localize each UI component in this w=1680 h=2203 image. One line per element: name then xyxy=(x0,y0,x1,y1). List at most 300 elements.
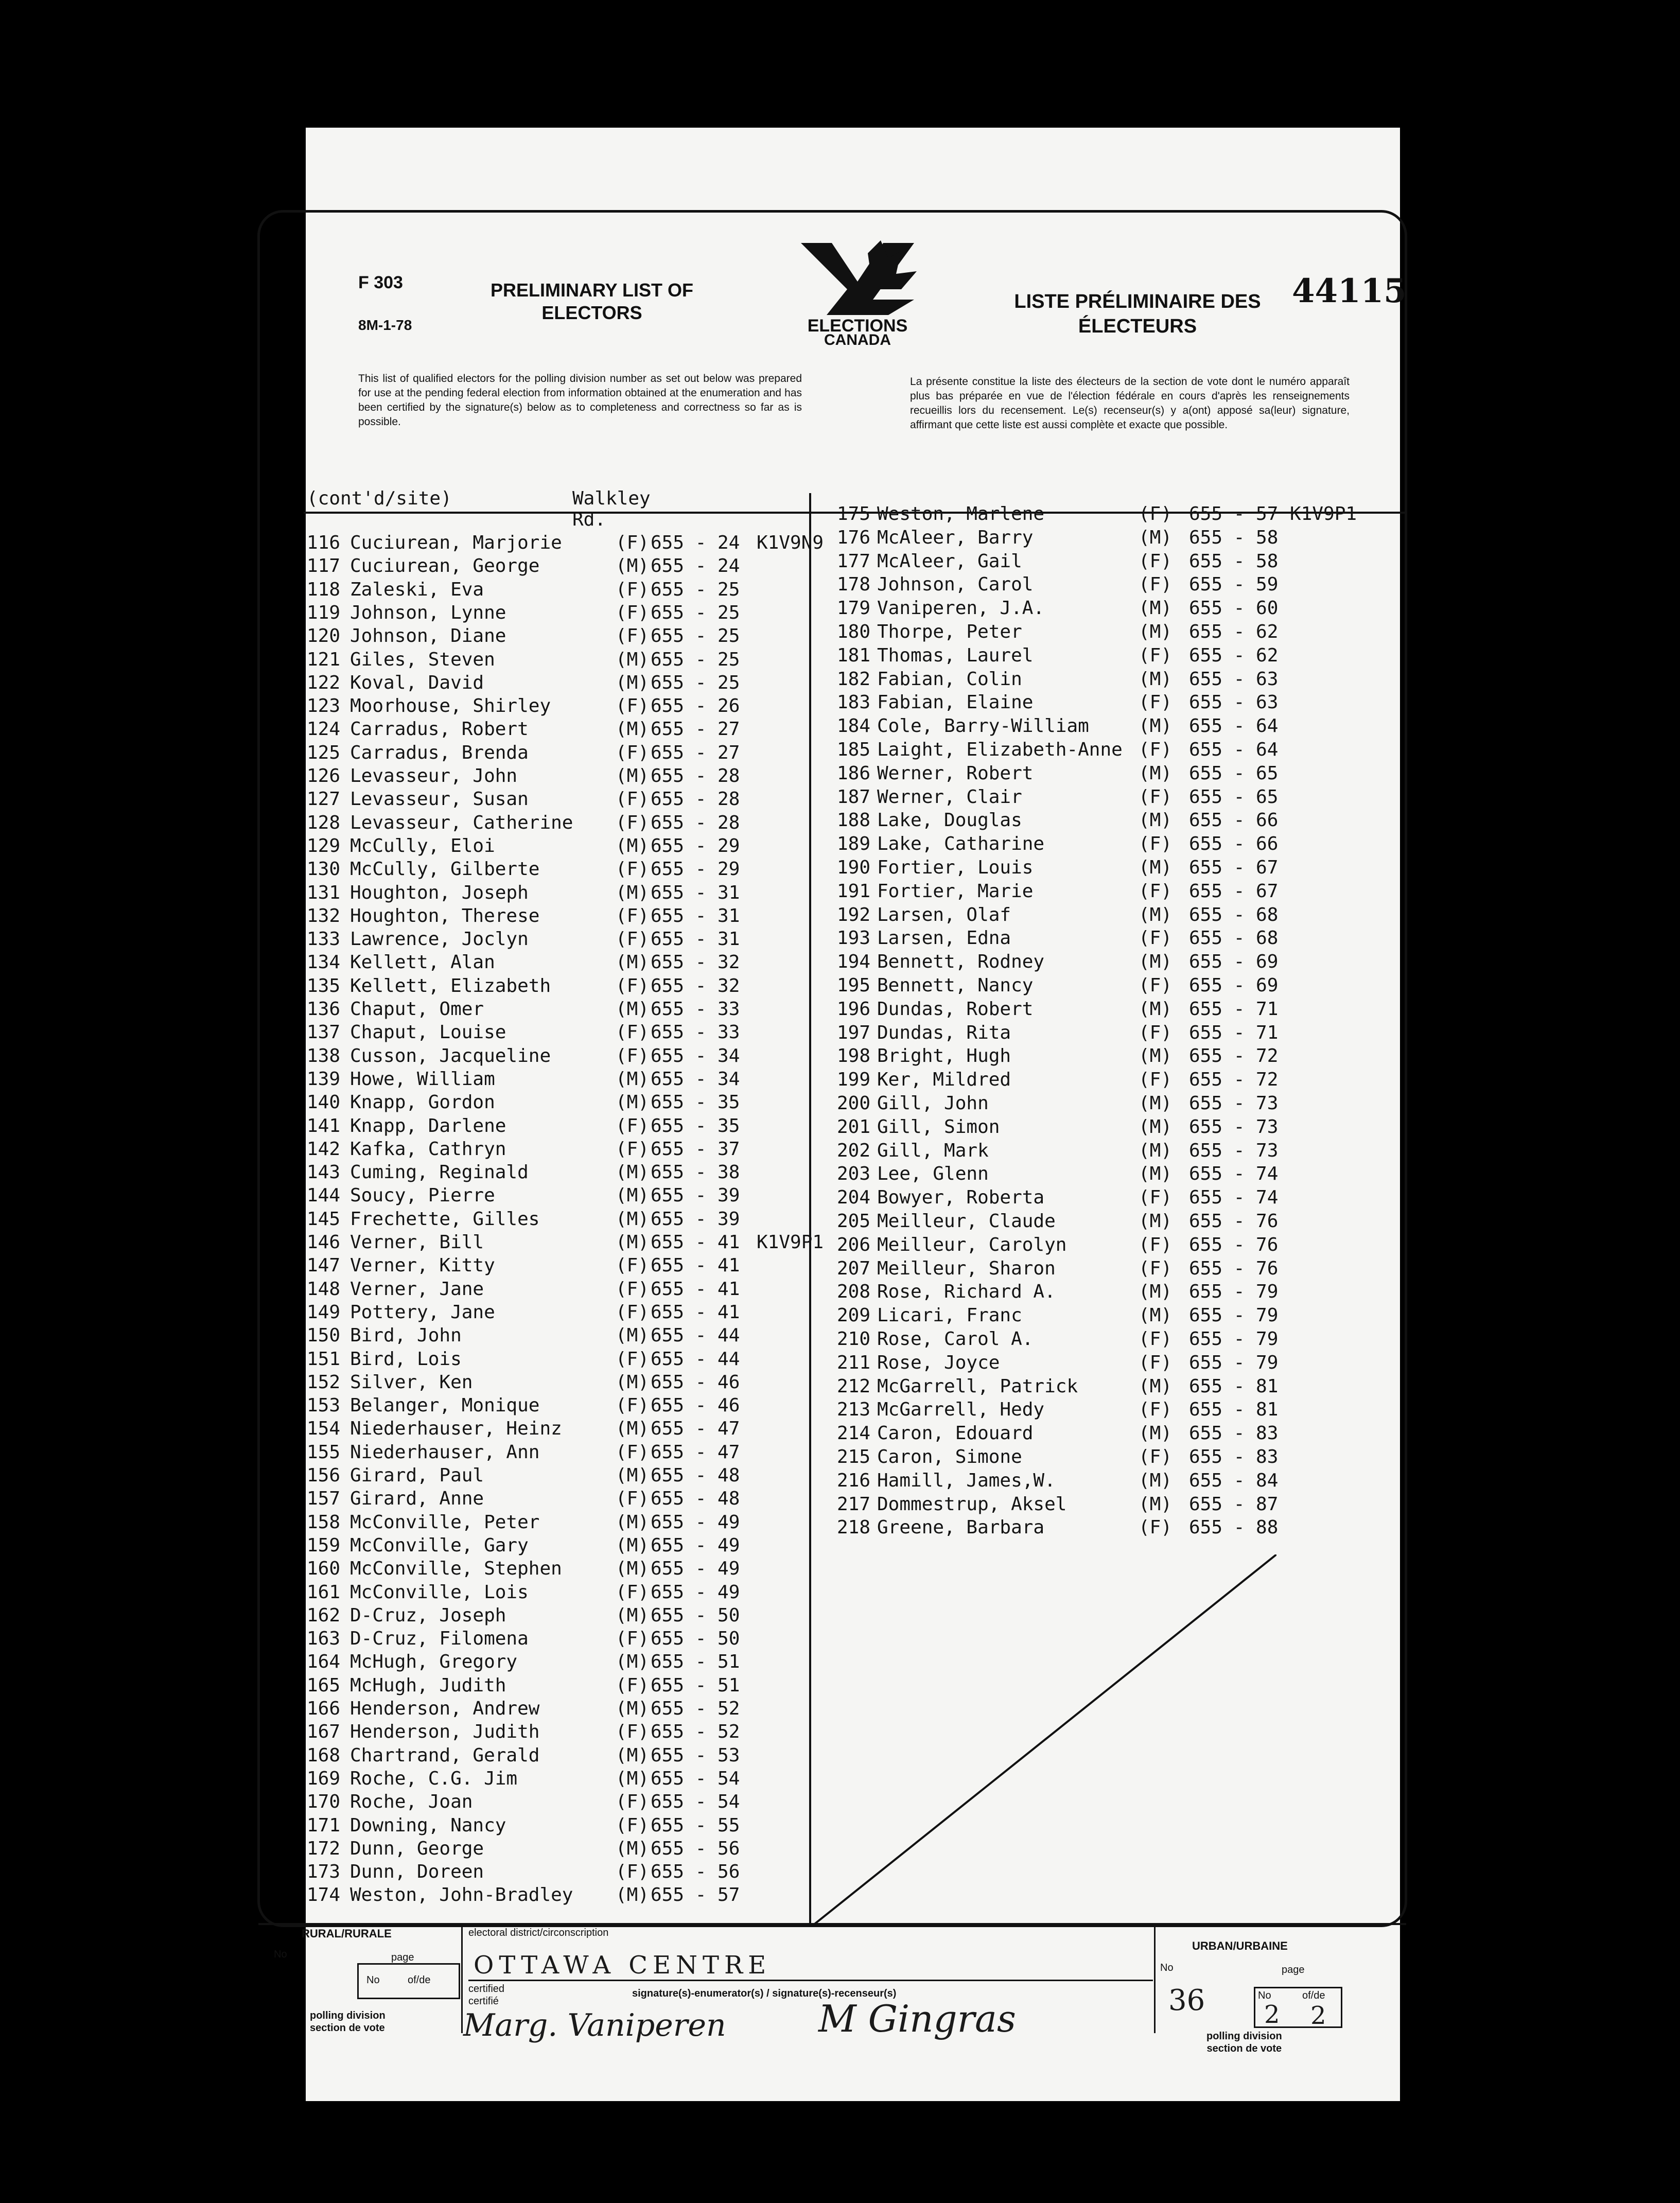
elector-sex: (F) xyxy=(1139,574,1172,596)
elector-sex: (M) xyxy=(616,1838,650,1859)
elector-number: 184 xyxy=(837,715,871,737)
urban-no-label: No xyxy=(1160,1962,1174,1973)
elector-residence-number: 655 - 54 xyxy=(651,1791,740,1813)
elector-number: 214 xyxy=(837,1423,871,1444)
elector-name: McAleer, Gail xyxy=(877,550,1022,572)
elector-sex: (M) xyxy=(1139,1493,1172,1515)
elector-number: 133 xyxy=(307,929,341,950)
elector-name: Howe, William xyxy=(350,1068,495,1090)
elector-name: Fortier, Louis xyxy=(877,857,1034,878)
elector-name: Lawrence, Joclyn xyxy=(350,929,529,950)
elector-number: 149 xyxy=(307,1301,341,1323)
elector-residence-number: 655 - 24 xyxy=(651,555,740,577)
rural-no-label: No xyxy=(274,1949,287,1960)
elector-residence-number: 655 - 81 xyxy=(1189,1399,1279,1421)
elector-residence-number: 655 - 62 xyxy=(1189,621,1279,642)
urban-no-label-2: No xyxy=(1258,1990,1271,2001)
elector-sex: (F) xyxy=(616,1395,650,1417)
elector-name: Caron, Simone xyxy=(877,1446,1022,1467)
elector-number: 212 xyxy=(837,1375,871,1397)
elector-residence-number: 655 - 68 xyxy=(1189,904,1279,925)
rural-page-label: page xyxy=(391,1952,414,1963)
elector-sex: (F) xyxy=(1139,1069,1172,1091)
elector-name: Werner, Robert xyxy=(877,762,1034,784)
elector-residence-number: 655 - 71 xyxy=(1189,1022,1279,1043)
elector-sex: (M) xyxy=(1139,1163,1172,1185)
elector-number: 156 xyxy=(307,1465,341,1486)
elector-sex: (F) xyxy=(1139,1257,1172,1279)
elector-residence-number: 655 - 39 xyxy=(651,1208,740,1230)
elector-name: Roche, C.G. Jim xyxy=(350,1768,518,1789)
elector-sex: (F) xyxy=(1139,1234,1172,1255)
elector-number: 189 xyxy=(837,833,871,855)
elector-name: Licari, Franc xyxy=(877,1305,1022,1326)
elector-sex: (F) xyxy=(616,1115,650,1137)
elector-sex: (M) xyxy=(1139,1281,1172,1303)
elector-name: Levasseur, Catherine xyxy=(350,812,573,833)
elector-sex: (F) xyxy=(616,625,650,647)
rural-no-label-2: No xyxy=(366,1974,380,1986)
elector-name: Meilleur, Carolyn xyxy=(877,1234,1067,1255)
elector-sex: (M) xyxy=(616,1325,650,1347)
elector-sex: (M) xyxy=(616,719,650,740)
elector-name: Cuciurean, Marjorie xyxy=(350,532,562,553)
elector-name: Johnson, Carol xyxy=(877,574,1034,596)
urban-polling-label xyxy=(1206,2030,1282,2055)
elector-name: D-Cruz, Filomena xyxy=(350,1628,529,1650)
elector-residence-number: 655 - 35 xyxy=(651,1092,740,1113)
elector-residence-number: 655 - 34 xyxy=(651,1045,740,1066)
elector-name: Houghton, Joseph xyxy=(350,882,529,903)
elector-number: 152 xyxy=(307,1371,341,1393)
elector-sex: (M) xyxy=(1139,621,1172,642)
elector-number: 169 xyxy=(307,1768,341,1789)
elector-name: Carradus, Brenda xyxy=(350,742,529,763)
elector-number: 171 xyxy=(307,1814,341,1836)
form-number: F 303 xyxy=(358,273,403,292)
elector-name: Johnson, Diane xyxy=(350,625,506,647)
elector-name: Gill, John xyxy=(877,1093,989,1114)
elector-name: Laight, Elizabeth-Anne xyxy=(877,739,1123,760)
elector-sex: (F) xyxy=(616,975,650,996)
elector-name: Weston, Marlene xyxy=(877,503,1045,524)
elector-sex: (F) xyxy=(1139,975,1172,996)
elector-residence-number: 655 - 28 xyxy=(651,789,740,810)
elector-name: Johnson, Lynne xyxy=(350,602,506,623)
elector-sex: (M) xyxy=(616,1162,650,1183)
elector-number: 180 xyxy=(837,621,871,642)
elector-number: 210 xyxy=(837,1328,871,1350)
elector-number: 203 xyxy=(837,1163,871,1185)
elector-number: 136 xyxy=(307,999,341,1020)
elector-sex: (F) xyxy=(616,905,650,926)
elector-number: 124 xyxy=(307,719,341,740)
elector-sex: (M) xyxy=(616,765,650,786)
elector-name: McHugh, Judith xyxy=(350,1674,506,1696)
page-total: 2 xyxy=(1310,2001,1326,2030)
elector-number: 150 xyxy=(307,1325,341,1347)
elector-residence-number: 655 - 64 xyxy=(1189,739,1279,760)
elector-number: 192 xyxy=(837,904,871,925)
elector-sex: (F) xyxy=(1139,1187,1172,1209)
elector-sex: (M) xyxy=(1139,951,1172,973)
elector-sex: (F) xyxy=(616,812,650,833)
elector-name: Henderson, Andrew xyxy=(350,1698,540,1719)
elector-sex: (F) xyxy=(1139,1517,1172,1538)
elector-residence-number: 655 - 58 xyxy=(1189,550,1279,572)
elector-residence-number: 655 - 28 xyxy=(651,765,740,786)
elector-name: Vaniperen, J.A. xyxy=(877,598,1045,619)
elector-name: Fortier, Marie xyxy=(877,880,1034,902)
elector-number: 202 xyxy=(837,1140,871,1161)
elector-residence-number: 655 - 68 xyxy=(1189,928,1279,949)
elector-number: 198 xyxy=(837,1045,871,1067)
title-french: LISTE PRÉLIMINAIRE DES ÉLECTEURS xyxy=(1014,291,1261,337)
postal-code: K1V9P1 xyxy=(757,1232,824,1253)
elector-sex: (F) xyxy=(1139,1399,1172,1421)
elector-sex: (M) xyxy=(1139,527,1172,548)
elector-name: McConville, Stephen xyxy=(350,1558,562,1580)
elector-residence-number: 655 - 26 xyxy=(651,695,740,717)
elector-name: McAleer, Barry xyxy=(877,527,1034,548)
elector-number: 174 xyxy=(307,1884,341,1906)
elector-number: 201 xyxy=(837,1116,871,1138)
logo-text-canada: CANADA xyxy=(824,331,891,346)
elector-name: Werner, Clair xyxy=(877,786,1022,808)
elector-sex: (M) xyxy=(616,672,650,693)
urban-page-label: page xyxy=(1282,1964,1305,1975)
elector-sex: (F) xyxy=(616,1861,650,1883)
elector-name: McCully, Gilberte xyxy=(350,859,540,880)
elector-name: Frechette, Gilles xyxy=(350,1208,540,1230)
elector-sex: (F) xyxy=(616,1628,650,1650)
elector-number: 160 xyxy=(307,1558,341,1580)
elector-sex: (F) xyxy=(1139,928,1172,949)
elector-number: 137 xyxy=(307,1022,341,1043)
elector-sex: (F) xyxy=(1139,1328,1172,1350)
elector-sex: (M) xyxy=(1139,1045,1172,1067)
elector-sex: (F) xyxy=(616,695,650,717)
elector-sex: (M) xyxy=(1139,1305,1172,1326)
elector-number: 191 xyxy=(837,880,871,902)
elector-number: 187 xyxy=(837,786,871,808)
elector-name: Thorpe, Peter xyxy=(877,621,1022,642)
elector-name: Dommestrup, Aksel xyxy=(877,1493,1067,1515)
urban-label: URBAN/URBAINE xyxy=(1192,1939,1288,1952)
elector-residence-number: 655 - 79 xyxy=(1189,1305,1279,1326)
elector-number: 186 xyxy=(837,762,871,784)
district-underline xyxy=(468,1980,1153,1981)
elector-sex: (F) xyxy=(616,1814,650,1836)
void-slash-line xyxy=(813,1554,1276,1925)
logo-text-elections: ELECTIONS xyxy=(807,316,908,336)
elector-sex: (F) xyxy=(1139,644,1172,666)
elector-sex: (F) xyxy=(616,602,650,623)
elector-number: 159 xyxy=(307,1534,341,1556)
elector-residence-number: 655 - 62 xyxy=(1189,644,1279,666)
elector-name: Greene, Barbara xyxy=(877,1517,1045,1538)
elector-name: Rose, Carol A. xyxy=(877,1328,1034,1350)
elector-residence-number: 655 - 83 xyxy=(1189,1423,1279,1444)
elector-sex: (M) xyxy=(616,1604,650,1626)
elector-residence-number: 655 - 84 xyxy=(1189,1470,1279,1491)
elector-residence-number: 655 - 65 xyxy=(1189,762,1279,784)
elector-number: 183 xyxy=(837,692,871,713)
elector-residence-number: 655 - 57 xyxy=(1189,503,1279,524)
elector-residence-number: 655 - 24 xyxy=(651,532,740,553)
elector-sex: (M) xyxy=(616,1744,650,1766)
elector-name: Gill, Simon xyxy=(877,1116,1000,1138)
elector-number: 173 xyxy=(307,1861,341,1883)
polling-division-number: 36 xyxy=(1168,1984,1205,2017)
elector-number: 194 xyxy=(837,951,871,973)
elector-number: 127 xyxy=(307,789,341,810)
elector-name: Dundas, Robert xyxy=(877,998,1034,1020)
elector-name: Chaput, Louise xyxy=(350,1022,506,1043)
elector-number: 123 xyxy=(307,695,341,717)
elector-residence-number: 655 - 60 xyxy=(1189,598,1279,619)
elector-residence-number: 655 - 79 xyxy=(1189,1281,1279,1303)
elector-sex: (F) xyxy=(616,1674,650,1696)
elector-residence-number: 655 - 63 xyxy=(1189,668,1279,690)
elector-number: 132 xyxy=(307,905,341,926)
elector-name: Zaleski, Eva xyxy=(350,579,484,600)
elector-name: Bennett, Nancy xyxy=(877,975,1034,996)
elector-number: 118 xyxy=(307,579,341,600)
elector-number: 211 xyxy=(837,1352,871,1373)
elector-number: 163 xyxy=(307,1628,341,1650)
certified-label-en: certified xyxy=(468,1983,505,1995)
elector-residence-number: 655 - 41 xyxy=(651,1255,740,1277)
elector-residence-number: 655 - 58 xyxy=(1189,527,1279,548)
elector-name: Moorhouse, Shirley xyxy=(350,695,551,717)
elector-sex: (F) xyxy=(616,1791,650,1813)
elector-sex: (M) xyxy=(616,1651,650,1673)
elector-residence-number: 655 - 79 xyxy=(1189,1352,1279,1373)
elector-sex: (M) xyxy=(1139,857,1172,878)
elector-number: 164 xyxy=(307,1651,341,1673)
elector-residence-number: 655 - 29 xyxy=(651,859,740,880)
elector-residence-number: 655 - 47 xyxy=(651,1441,740,1463)
elector-name: Rose, Richard A. xyxy=(877,1281,1056,1303)
elector-name: Meilleur, Claude xyxy=(877,1211,1056,1232)
elector-sex: (M) xyxy=(1139,1375,1172,1397)
elector-name: Carradus, Robert xyxy=(350,719,529,740)
elector-name: Downing, Nancy xyxy=(350,1814,506,1836)
elector-number: 179 xyxy=(837,598,871,619)
continued-label: (cont'd/site) xyxy=(307,488,452,509)
elector-number: 176 xyxy=(837,527,871,548)
elector-residence-number: 655 - 27 xyxy=(651,719,740,740)
elector-name: Silver, Ken xyxy=(350,1371,473,1393)
elector-sex: (M) xyxy=(616,1068,650,1090)
elector-name: Hamill, James,W. xyxy=(877,1470,1056,1491)
elector-number: 117 xyxy=(307,555,341,577)
elector-residence-number: 655 - 29 xyxy=(651,835,740,856)
elector-name: Fabian, Elaine xyxy=(877,692,1034,713)
elector-residence-number: 655 - 25 xyxy=(651,602,740,623)
elector-number: 167 xyxy=(307,1721,341,1743)
elections-canada-logo-icon xyxy=(791,238,924,346)
elector-number: 139 xyxy=(307,1068,341,1090)
elector-number: 121 xyxy=(307,649,341,670)
elector-sex: (M) xyxy=(1139,998,1172,1020)
elector-residence-number: 655 - 48 xyxy=(651,1465,740,1486)
elector-residence-number: 655 - 66 xyxy=(1189,833,1279,855)
elector-sex: (M) xyxy=(1139,1423,1172,1444)
elector-sex: (M) xyxy=(1139,1470,1172,1491)
elector-name: Kellett, Alan xyxy=(350,952,495,973)
elector-sex: (M) xyxy=(616,1185,650,1207)
elector-name: Cuming, Reginald xyxy=(350,1162,529,1183)
elector-residence-number: 655 - 67 xyxy=(1189,880,1279,902)
elector-sex: (M) xyxy=(616,649,650,670)
elector-number: 200 xyxy=(837,1093,871,1114)
elector-name: Rose, Joyce xyxy=(877,1352,1000,1373)
elector-sex: (M) xyxy=(616,1232,650,1253)
elector-sex: (M) xyxy=(1139,1116,1172,1138)
elector-sex: (M) xyxy=(616,1092,650,1113)
form-date: 8M-1-78 xyxy=(358,317,412,333)
urban-polling-label-fr: section de vote xyxy=(1206,2043,1282,2054)
elector-residence-number: 655 - 41 xyxy=(651,1301,740,1323)
elector-residence-number: 655 - 46 xyxy=(651,1395,740,1417)
elector-name: Larsen, Olaf xyxy=(877,904,1011,925)
elector-name: Giles, Steven xyxy=(350,649,495,670)
elector-number: 178 xyxy=(837,574,871,596)
elector-residence-number: 655 - 25 xyxy=(651,579,740,600)
elector-sex: (F) xyxy=(1139,786,1172,808)
elector-name: Dunn, George xyxy=(350,1838,484,1859)
elector-residence-number: 655 - 49 xyxy=(651,1511,740,1533)
page-number: 2 xyxy=(1264,2000,1280,2029)
elector-number: 153 xyxy=(307,1395,341,1417)
elector-sex: (M) xyxy=(616,882,650,903)
elector-residence-number: 655 - 76 xyxy=(1189,1234,1279,1255)
elector-sex: (F) xyxy=(616,579,650,600)
elector-residence-number: 655 - 69 xyxy=(1189,975,1279,996)
elector-number: 205 xyxy=(837,1211,871,1232)
elector-sex: (M) xyxy=(616,555,650,577)
elector-name: Meilleur, Sharon xyxy=(877,1257,1056,1279)
elector-residence-number: 655 - 35 xyxy=(651,1115,740,1137)
elector-residence-number: 655 - 76 xyxy=(1189,1257,1279,1279)
postal-code: K1V9P1 xyxy=(1290,503,1357,524)
elector-name: Soucy, Pierre xyxy=(350,1185,495,1207)
elector-sex: (F) xyxy=(1139,1446,1172,1467)
elector-number: 128 xyxy=(307,812,341,833)
elector-residence-number: 655 - 37 xyxy=(651,1138,740,1160)
elector-sex: (M) xyxy=(616,1208,650,1230)
elector-name: McConville, Peter xyxy=(350,1511,540,1533)
elector-residence-number: 655 - 50 xyxy=(651,1628,740,1650)
rural-polling-label-fr: section de vote xyxy=(310,2022,385,2034)
elector-residence-number: 655 - 74 xyxy=(1189,1187,1279,1209)
elector-sex: (M) xyxy=(616,1884,650,1906)
elector-number: 165 xyxy=(307,1674,341,1696)
elector-sex: (M) xyxy=(616,1768,650,1789)
elector-name: McConville, Gary xyxy=(350,1534,529,1556)
elector-name: Bird, Lois xyxy=(350,1348,462,1370)
elector-residence-number: 655 - 56 xyxy=(651,1838,740,1859)
elector-residence-number: 655 - 57 xyxy=(651,1884,740,1906)
elector-sex: (F) xyxy=(1139,1352,1172,1373)
elector-name: Kafka, Cathryn xyxy=(350,1138,506,1160)
elector-number: 147 xyxy=(307,1255,341,1277)
elector-name: Cuciurean, George xyxy=(350,555,540,577)
elector-number: 166 xyxy=(307,1698,341,1719)
elector-name: Levasseur, John xyxy=(350,765,518,786)
elector-sex: (F) xyxy=(1139,503,1172,524)
elector-number: 195 xyxy=(837,975,871,996)
elector-residence-number: 655 - 87 xyxy=(1189,1493,1279,1515)
title-english: PRELIMINARY LIST OF ELECTORS xyxy=(490,279,693,323)
elector-name: Verner, Bill xyxy=(350,1232,484,1253)
elector-residence-number: 655 - 27 xyxy=(651,742,740,763)
elector-name: McGarrell, Patrick xyxy=(877,1375,1078,1397)
elector-sex: (M) xyxy=(616,1371,650,1393)
elector-residence-number: 655 - 28 xyxy=(651,812,740,833)
elector-residence-number: 655 - 41 xyxy=(651,1278,740,1300)
elector-number: 185 xyxy=(837,739,871,760)
elector-residence-number: 655 - 69 xyxy=(1189,951,1279,973)
elector-number: 175 xyxy=(837,503,871,524)
elector-name: Dundas, Rita xyxy=(877,1022,1011,1043)
urban-polling-label-en: polling division xyxy=(1206,2031,1282,2042)
elector-number: 181 xyxy=(837,644,871,666)
elector-number: 148 xyxy=(307,1278,341,1300)
elector-number: 193 xyxy=(837,928,871,949)
elector-sex: (M) xyxy=(1139,715,1172,737)
elector-sex: (F) xyxy=(616,789,650,810)
elector-sex: (M) xyxy=(1139,762,1172,784)
elector-sex: (F) xyxy=(1139,692,1172,713)
elector-sex: (M) xyxy=(616,1534,650,1556)
elector-number: 190 xyxy=(837,857,871,878)
elector-number: 168 xyxy=(307,1744,341,1766)
elector-residence-number: 655 - 25 xyxy=(651,649,740,670)
elector-number: 145 xyxy=(307,1208,341,1230)
elector-sex: (F) xyxy=(1139,550,1172,572)
elector-name: Lake, Catharine xyxy=(877,833,1045,855)
elector-sex: (M) xyxy=(1139,810,1172,831)
elector-number: 172 xyxy=(307,1838,341,1859)
elector-name: Dunn, Doreen xyxy=(350,1861,484,1883)
elector-name: Cole, Barry-William xyxy=(877,715,1089,737)
elector-residence-number: 655 - 31 xyxy=(651,882,740,903)
elector-residence-number: 655 - 73 xyxy=(1189,1093,1279,1114)
elector-residence-number: 655 - 49 xyxy=(651,1558,740,1580)
elector-residence-number: 655 - 73 xyxy=(1189,1116,1279,1138)
elector-name: Knapp, Darlene xyxy=(350,1115,506,1137)
elector-sex: (M) xyxy=(1139,904,1172,925)
elector-residence-number: 655 - 67 xyxy=(1189,857,1279,878)
elector-number: 134 xyxy=(307,952,341,973)
elector-residence-number: 655 - 64 xyxy=(1189,715,1279,737)
elector-sex: (F) xyxy=(616,532,650,553)
elector-name: McCully, Eloi xyxy=(350,835,495,856)
elector-name: Lake, Douglas xyxy=(877,810,1022,831)
elector-number: 146 xyxy=(307,1232,341,1253)
serial-number: 44115 xyxy=(1292,272,1407,310)
elector-residence-number: 655 - 31 xyxy=(651,905,740,926)
elector-residence-number: 655 - 65 xyxy=(1189,786,1279,808)
elector-number: 135 xyxy=(307,975,341,996)
elector-sex: (M) xyxy=(616,835,650,856)
elector-sex: (M) xyxy=(1139,1140,1172,1161)
elector-sex: (F) xyxy=(616,1348,650,1370)
elector-residence-number: 655 - 25 xyxy=(651,625,740,647)
